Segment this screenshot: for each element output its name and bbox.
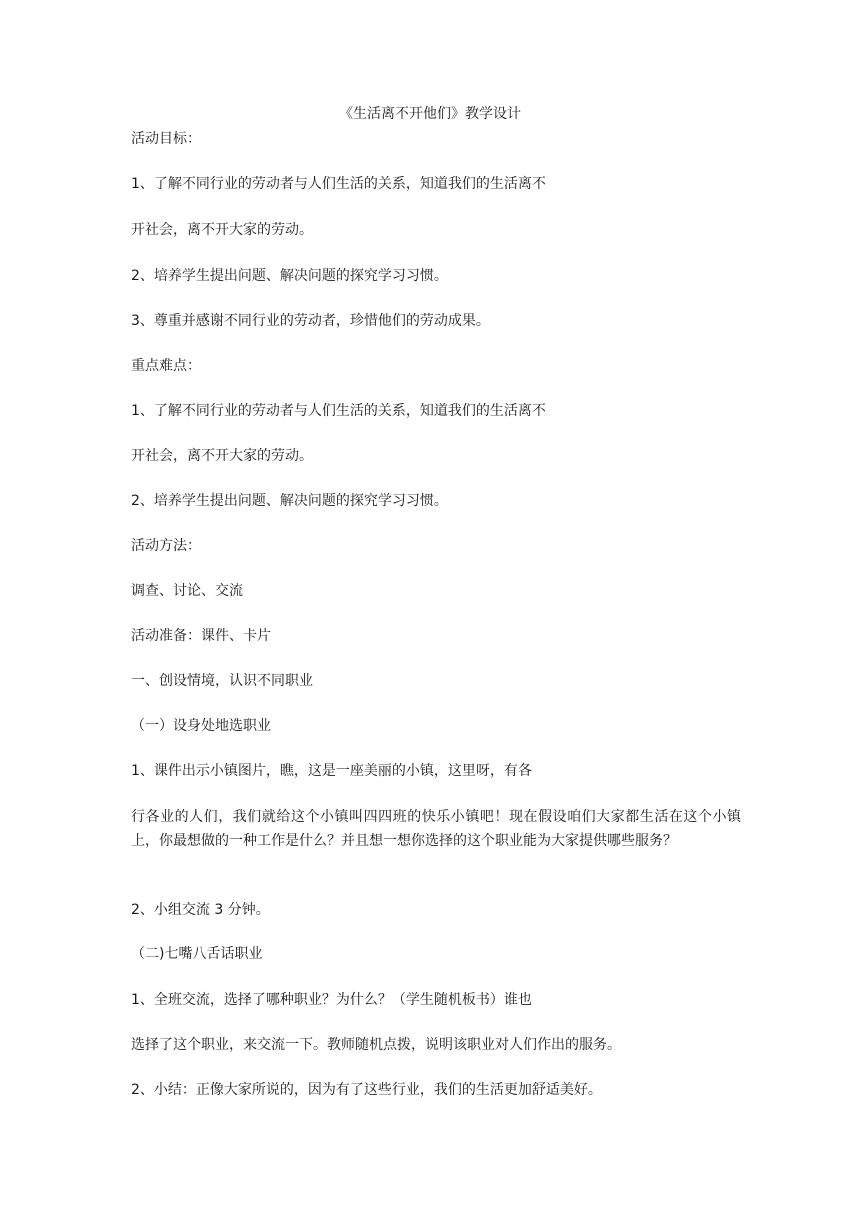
section-heading-goals: 活动目标： xyxy=(131,131,201,147)
text-line: 1、课件出示小镇图片，瞧，这是一座美丽的小镇，这里呀，有各 xyxy=(131,763,532,779)
text-paragraph: 行各业的人们，我们就给这个小镇叫四四班的快乐小镇吧！现在假设咱们大家都生活在这个小镇上，你最想做的一种工作是什么？并且想一想你选择的这个职业能为大家提供哪些服务？ xyxy=(131,809,741,849)
text-line: 1、了解不同行业的劳动者与人们生活的关系，知道我们的生活离不 xyxy=(131,176,546,192)
section-heading-key-points: 重点难点： xyxy=(131,358,201,374)
text-line: 2、小组交流 3 分钟。 xyxy=(131,902,270,918)
text-line: 开社会，离不开大家的劳动。 xyxy=(131,448,313,464)
subsection-heading: （二)七嘴八舌话职业 xyxy=(131,946,263,962)
subsection-heading: （一）设身处地选职业 xyxy=(131,718,271,734)
document-title: 《生活离不开他们》教学设计 xyxy=(339,106,521,122)
text-line: 开社会，离不开大家的劳动。 xyxy=(131,222,313,238)
section-heading-part-one: 一、创设情境，认识不同职业 xyxy=(131,673,313,689)
text-line: 选择了这个职业，来交流一下。教师随机点拨，说明该职业对人们作出的服务。 xyxy=(131,1037,621,1053)
text-line: 3、尊重并感谢不同行业的劳动者，珍惜他们的劳动成果。 xyxy=(131,313,490,329)
text-line: 2、培养学生提出问题、解决问题的探究学习习惯。 xyxy=(131,268,448,284)
section-heading-methods: 活动方法： xyxy=(131,538,201,554)
text-line: 2、小结：正像大家所说的，因为有了这些行业，我们的生活更加舒适美好。 xyxy=(131,1082,602,1098)
text-line: 调查、讨论、交流 xyxy=(131,583,243,599)
text-line: 1、了解不同行业的劳动者与人们生活的关系，知道我们的生活离不 xyxy=(131,403,546,419)
text-line: 1、全班交流，选择了哪种职业？为什么？（学生随机板书）谁也 xyxy=(131,992,532,1008)
text-line: 活动准备：课件、卡片 xyxy=(131,628,271,644)
text-line: 2、培养学生提出问题、解决问题的探究学习习惯。 xyxy=(131,493,448,509)
